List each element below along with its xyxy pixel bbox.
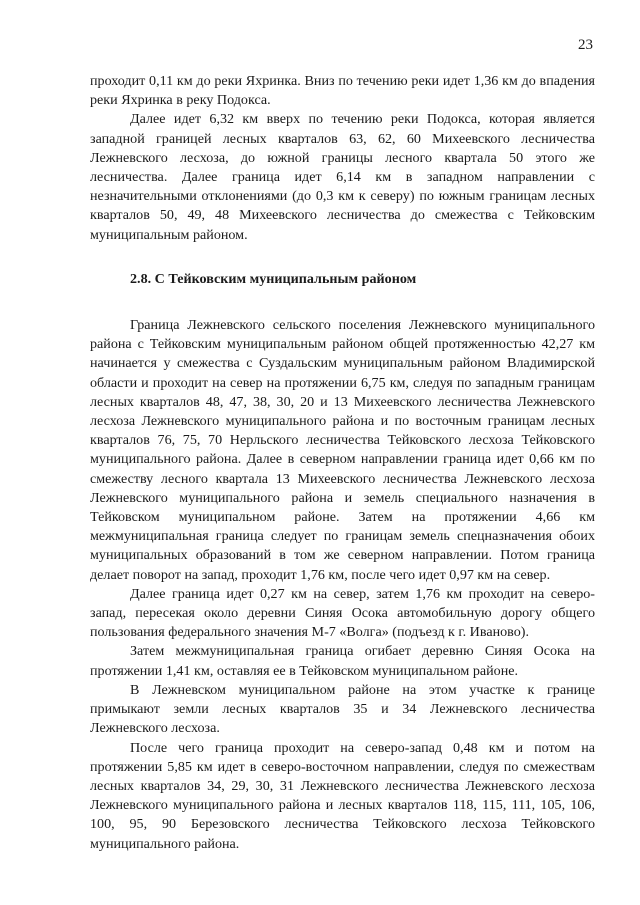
- paragraph: В Лежневском муниципальном районе на этом участке к границе примыкают земли лесных кварталов 35 и 34 Лежневского лесничества Лежневского лесхоза.: [90, 681, 595, 737]
- paragraph: Далее граница идет 0,27 км на север, затем 1,76 км проходит на северо-запад, пересекая около деревни Синяя Осока автомобильную дорогу общего пользования федерального значения М-7 «Волга» (подъезд к г. Иваново).: [90, 585, 595, 641]
- document-body: [90, 72, 595, 854]
- paragraph: Далее идет 6,32 км вверх по течению реки Подокса, которая является западной границей лесных кварталов 63, 62, 60 Михеевского лесничества Лежневского лесхоза, до южной границы лесного квартала 50 этого же лесничества. Далее граница идет 6,14 км в западном направлении с незначительными отклонениями (до 0,3 км к северу) по южным границам лесных кварталов 50, 49, 48 Михеевского лесничества до смежества с Тейковским муниципальным районом.: [90, 111, 595, 243]
- paragraph: Граница Лежневского сельского поселения Лежневского муниципального района с Тейковским муниципальным районом общей протяженностью 42,27 км начинается у смежества с Суздальским муниципальным районом Владимирской области и проходит на север на протяжении 6,75 км, следуя по западным границам лесных кварталов 48, 47, 38, 30, 20 и 13 Михеевского лесничества Лежневского лесхоза Лежневского муниципального района и по восточным границам лесных кварталов 76, 75, 70 Нерльского лесничества Тейковского лесхоза Тейковского муниципального района. Далее в северном направлении граница идет 0,66 км по смежеству лесного квартала 13 Михеевского лесничества Лежневского лесхоза Лежневского муниципального района и земель специального назначения в Тейковском муниципальном районе. Затем на протяжении 4,66 км межмуниципальная граница следует по границам земель спецназначения обоих муниципальных образований в том же северном направлении. Потом граница делает поворот на запад, проходит 1,76 км, после чего идет 0,97 км на север.: [90, 317, 595, 583]
- paragraph: проходит 0,11 км до реки Яхринка. Вниз по течению реки идет 1,36 км до впадения реки Яхринка в реку Подокса.: [90, 73, 595, 109]
- paragraph: Затем межмуниципальная граница огибает деревню Синяя Осока на протяжении 1,41 км, оставляя ее в Тейковском муниципальном районе.: [90, 643, 595, 679]
- page-number: 23: [578, 37, 593, 53]
- section-heading: 2.8. С Тейковским муниципальным районом: [130, 270, 417, 287]
- paragraph: После чего граница проходит на северо-запад 0,48 км и потом на протяжении 5,85 км идет в северо-восточном направлении, следуя по смежествам лесных кварталов 34, 29, 30, 31 Лежневского лесничества Лежневского лесхоза Лежневского муниципального района и лесных кварталов 118, 115, 111, 105, 106, 100, 95, 90 Березовского лесничества Тейковского лесхоза Тейковского муниципального района.: [90, 739, 595, 852]
